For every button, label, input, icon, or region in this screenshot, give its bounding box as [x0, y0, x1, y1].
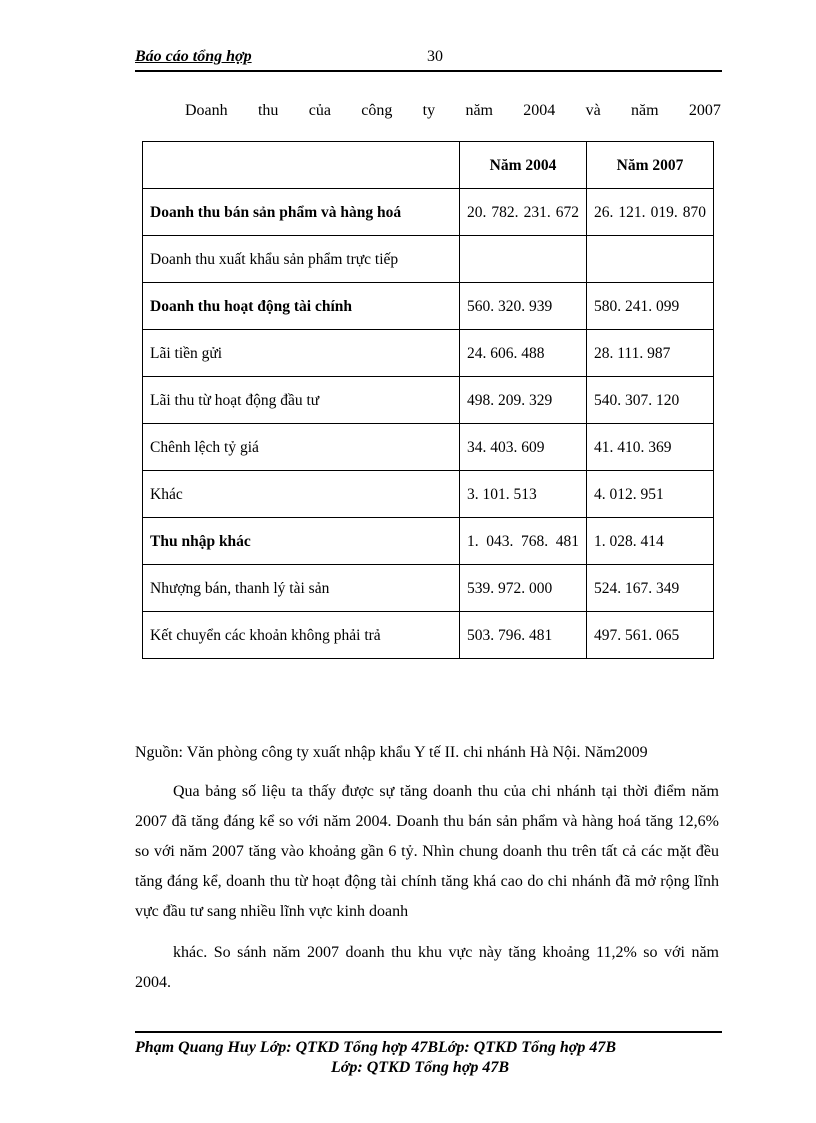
caption-word: và: [585, 102, 601, 119]
value-2004: 34. 403. 609: [460, 424, 587, 471]
page-number: 30: [427, 48, 443, 65]
row-label: Doanh thu xuất khẩu sản phẩm trực tiếp: [143, 236, 460, 283]
row-label: Chênh lệch tỷ giá: [143, 424, 460, 471]
row-label: Kết chuyển các khoản không phải trả: [143, 612, 460, 659]
row-label: Nhượng bán, thanh lý tài sản: [143, 565, 460, 612]
table-row: [143, 236, 714, 283]
body-paragraph: khác. So sánh năm 2007 doanh thu khu vực này tăng khoảng 11,2% so với năm 2004.: [135, 944, 719, 991]
value-2007: 4. 012. 951: [587, 471, 714, 518]
revenue-table: [142, 141, 714, 659]
table-row: [143, 518, 714, 565]
page-header: [135, 48, 722, 72]
value-2004: 560. 320. 939: [460, 283, 587, 330]
header-2004: Năm 2004: [460, 142, 587, 189]
caption-word: ty: [422, 102, 436, 119]
row-label: Doanh thu hoạt động tài chính: [143, 283, 460, 330]
value-2007: 580. 241. 099: [587, 283, 714, 330]
table-row: [143, 377, 714, 424]
caption-word: của: [308, 102, 331, 119]
header-2007: Năm 2007: [587, 142, 714, 189]
table-row: [143, 283, 714, 330]
caption-word: 2007: [688, 102, 721, 119]
value-2004: 1. 043. 768. 481: [460, 518, 587, 565]
row-label: Doanh thu bán sản phẩm và hàng hoá: [143, 189, 460, 236]
value-2004: 539. 972. 000: [460, 565, 587, 612]
value-2004: 20. 782. 231. 672: [460, 189, 587, 236]
footer-line-2: Lớp: QTKD Tổng hợp 47B: [331, 1059, 510, 1076]
row-label: Thu nhập khác: [143, 518, 460, 565]
caption-word: năm: [631, 102, 659, 119]
table-caption: [185, 102, 721, 120]
source-note: Nguồn: Văn phòng công ty xuất nhập khẩu Y tế II. chi nhánh Hà Nội. Năm2009: [135, 744, 648, 761]
value-2007: 28. 111. 987: [587, 330, 714, 377]
table-row: [143, 424, 714, 471]
table-row: [143, 471, 714, 518]
value-2004: 498. 209. 329: [460, 377, 587, 424]
value-2004: 503. 796. 481: [460, 612, 587, 659]
table-header-row: [143, 142, 714, 189]
value-2004: 3. 101. 513: [460, 471, 587, 518]
value-2007: 1. 028. 414: [587, 518, 714, 565]
table-row: [143, 330, 714, 377]
value-2004: [460, 236, 587, 283]
value-2007: 524. 167. 349: [587, 565, 714, 612]
value-2007: 540. 307. 120: [587, 377, 714, 424]
table-row: [143, 612, 714, 659]
value-2007: 26. 121. 019. 870: [587, 189, 714, 236]
header-empty-cell: [143, 142, 460, 189]
report-title: Báo cáo tổng hợp: [135, 48, 252, 65]
caption-word: 2004: [523, 102, 556, 119]
value-2007: 497. 561. 065: [587, 612, 714, 659]
row-label: Lãi thu từ hoạt động đầu tư: [143, 377, 460, 424]
table-row: [143, 565, 714, 612]
page-footer: [135, 1031, 722, 1076]
caption-word: năm: [465, 102, 493, 119]
caption-word: thu: [257, 102, 279, 119]
body-paragraph: Qua bảng số liệu ta thấy được sự tăng doanh thu của chi nhánh tại thời điểm năm 2007 đã tăng đáng kể so với năm 2004. Doanh thu bán sản phẩm và hàng hoá tăng 12,6% so với năm 2007 tăng vào khoảng gần 6 tỷ. Nhìn chung doanh thu trên tất cả các mặt đều tăng đáng kể, doanh thu từ hoạt động tài chính tăng khá cao do chi nhánh đã mở rộng lĩnh vực đầu tư sang nhiều lĩnh vực kinh doanh: [135, 783, 719, 920]
value-2007: [587, 236, 714, 283]
row-label: Khác: [143, 471, 460, 518]
value-2004: 24. 606. 488: [460, 330, 587, 377]
value-2007: 41. 410. 369: [587, 424, 714, 471]
footer-line-1: Phạm Quang Huy Lớp: QTKD Tổng hợp 47BLớp: QTKD Tổng hợp 47B: [135, 1039, 617, 1056]
caption-word: Doanh: [185, 102, 228, 119]
table-row: [143, 189, 714, 236]
row-label: Lãi tiền gửi: [143, 330, 460, 377]
caption-word: công: [361, 102, 393, 119]
